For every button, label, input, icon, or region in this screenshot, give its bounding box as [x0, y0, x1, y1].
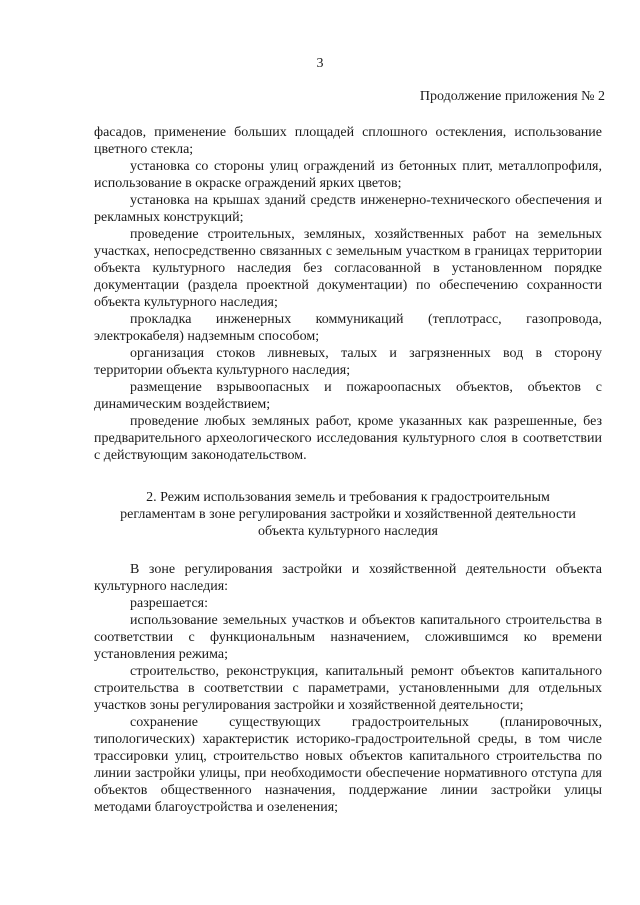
- paragraph: организация стоков ливневых, талых и загрязненных вод в сторону территории объекта культурного наследия;: [94, 346, 602, 378]
- appendix-note: Продолжение приложения № 2: [419, 89, 605, 104]
- prohibitions-section: [94, 124, 602, 464]
- paragraph: разрешается:: [130, 596, 208, 611]
- paragraph: установка на крышах зданий средств инженерно-технического обеспечения и рекламных конструкций;: [94, 193, 602, 225]
- paragraph: В зоне регулирования застройки и хозяйственной деятельности объекта культурного наследия:: [94, 562, 602, 594]
- paragraph: сохранение существующих градостроительных (планировочных, типологических) характеристик историко-градостроительной среды, в том числе трассировки улиц, строительство новых объектов капитального строительства по линии застройки улицы, при необходимости обеспечение нормативного отступа для объектов общественного назначения, поддержание линии застройки улицы методами благоустройства и озеленения;: [94, 715, 602, 815]
- section-heading: [94, 489, 602, 540]
- paragraph: фасадов, применение больших площадей сплошного остекления, использование цветного стекла;: [94, 125, 602, 157]
- paragraph: строительство, реконструкция, капитальный ремонт объектов капитального строительства в соответствии с параметрами, установленными для отдельных участков зоны регулирования застройки и хозяйственной деятельности;: [94, 664, 602, 713]
- paragraph: размещение взрывоопасных и пожароопасных объектов, объектов с динамическим воздействием;: [94, 380, 602, 412]
- paragraph: проведение строительных, земляных, хозяйственных работ на земельных участках, непосредственно связанных с земельным участком в границах территории объекта культурного наследия без согласованной в установленном порядке документации (раздела проектной документации) по обеспечению сохранности объекта культурного наследия;: [94, 227, 602, 310]
- section-heading-line: регламентам в зоне регулирования застройки и хозяйственной деятельности: [120, 507, 576, 522]
- paragraph: проведение любых земляных работ, кроме указанных как разрешенные, без предварительного археологического исследования культурного слоя в соответствии с действующим законодательством.: [94, 414, 602, 463]
- permissions-section: [94, 561, 602, 816]
- document-body: [94, 124, 602, 816]
- paragraph: использование земельных участков и объектов капитального строительства в соответствии с функциональным назначением, сложившимся ко времени установления режима;: [94, 613, 602, 662]
- page-number: 3: [316, 56, 324, 71]
- paragraph: установка со стороны улиц ограждений из бетонных плит, металлопрофиля, использование в окраске ограждений ярких цветов;: [94, 159, 602, 191]
- section-heading-line: объекта культурного наследия: [258, 524, 438, 539]
- paragraph: прокладка инженерных коммуникаций (теплотрасс, газопровода, электрокабеля) надземным способом;: [94, 312, 602, 344]
- section-heading-line: 2. Режим использования земель и требования к градостроительным: [146, 490, 550, 505]
